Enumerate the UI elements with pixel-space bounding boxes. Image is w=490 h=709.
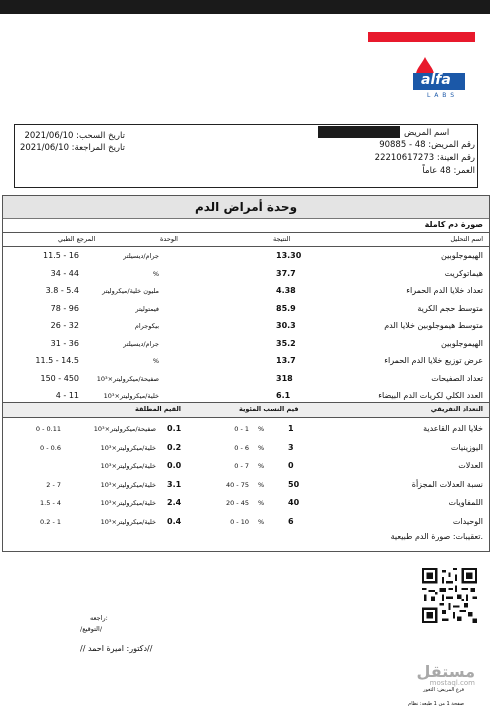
abs-value: 2.4 bbox=[167, 498, 182, 507]
pct-symbol: % bbox=[258, 443, 265, 452]
diff-header-row bbox=[3, 402, 489, 418]
page-info: صفحة 1 من 1 طبعه: نظام bbox=[408, 701, 464, 707]
redacted-patient-name bbox=[318, 126, 400, 138]
reference-range: 4 - 11 bbox=[55, 391, 79, 400]
abs-unit: 10³×خلية/ميكروليتر bbox=[100, 462, 156, 470]
pct-range: 20 - 45 bbox=[225, 499, 249, 507]
result-value: 30.3 bbox=[276, 321, 296, 330]
abs-range: 0 - 0.6 bbox=[40, 443, 61, 452]
abs-unit: 10³×خلية/ميكروليتر bbox=[100, 517, 156, 526]
diff-test-name: نسبة العدلات المجزأة bbox=[411, 479, 483, 489]
test-name: تعداد خلايا الدم الحمراء bbox=[406, 286, 483, 295]
test-name: الهيموجلوبين bbox=[441, 251, 483, 260]
result-value: 4.38 bbox=[276, 286, 296, 295]
pct-value: 50 bbox=[288, 479, 300, 489]
test-name: هيماتوكريت bbox=[444, 268, 483, 278]
top-bar bbox=[0, 0, 490, 14]
doctor-name: // دكتور: اميرة احمد// bbox=[80, 644, 153, 653]
diff-header-test: التعداد التفريقي bbox=[430, 405, 483, 413]
watermark-arabic: مستقل bbox=[416, 662, 475, 681]
pct-range: 0 - 10 bbox=[230, 517, 249, 526]
diff-row bbox=[3, 439, 489, 457]
abs-range: 0.2 - 1 bbox=[40, 517, 61, 526]
reviewed-label: راجعه: bbox=[90, 614, 108, 622]
abs-value: 0.4 bbox=[167, 516, 182, 526]
abs-range: 0 - 0.11 bbox=[35, 425, 61, 433]
logo-subtext: L A B S bbox=[427, 92, 456, 99]
reference-range: 150 - 450 bbox=[40, 373, 79, 383]
unit: بيكوجرام bbox=[134, 322, 159, 330]
pct-symbol: % bbox=[258, 517, 265, 526]
reference-range: 11.5 - 16 bbox=[43, 251, 79, 260]
result-value: 85.9 bbox=[276, 303, 296, 313]
pct-value: 1 bbox=[288, 424, 294, 433]
diff-test-name: العدلات bbox=[458, 461, 483, 470]
patient-branch: فرع المريض: الثغور bbox=[423, 687, 464, 693]
reference-range: 78 - 96 bbox=[50, 303, 79, 313]
patient-name-label: اسم المريض bbox=[404, 128, 450, 138]
pct-symbol: % bbox=[258, 425, 265, 433]
cbc-row bbox=[3, 248, 489, 265]
abs-unit: 10³×صفيحة/ميكروليتر bbox=[93, 425, 156, 433]
diff-row bbox=[3, 513, 489, 531]
abs-unit: 10³×خلية/ميكروليتر bbox=[100, 443, 156, 452]
test-name: متوسط حجم الكرية bbox=[417, 303, 483, 313]
test-name: العدد الكلي لكريات الدم البيضاء bbox=[378, 391, 483, 400]
header-unit: الوحدة bbox=[160, 235, 178, 243]
cbc-row bbox=[3, 353, 489, 370]
reference-range: 3.8 - 5.4 bbox=[45, 286, 79, 295]
test-name: الهيموجلوبين bbox=[441, 338, 483, 348]
pct-range: 0 - 1 bbox=[234, 425, 249, 433]
pct-value: 40 bbox=[288, 498, 300, 507]
pct-range: 40 - 75 bbox=[225, 480, 249, 489]
result-value: 35.2 bbox=[276, 338, 296, 348]
unit: % bbox=[152, 357, 159, 365]
pct-symbol: % bbox=[258, 462, 265, 470]
result-value: 13.7 bbox=[276, 356, 296, 365]
cbc-row bbox=[3, 301, 489, 318]
unit: 10³×خلية/ميكروليتر bbox=[103, 392, 159, 400]
result-value: 13.30 bbox=[276, 251, 302, 260]
reference-range: 31 - 36 bbox=[50, 338, 79, 348]
result-value: 318 bbox=[276, 373, 293, 383]
unit: % bbox=[152, 269, 159, 278]
abs-unit: 10³×خلية/ميكروليتر bbox=[100, 499, 156, 507]
cbc-row bbox=[3, 371, 489, 388]
cbc-header-row bbox=[3, 232, 489, 247]
logo-text: alfa bbox=[421, 72, 451, 88]
abs-value: 3.1 bbox=[167, 479, 182, 489]
pct-value: 0 bbox=[288, 461, 294, 470]
header-range: المرجع الطبي bbox=[58, 235, 96, 243]
diff-test-name: خلايا الدم القاعدية bbox=[423, 424, 483, 433]
cbc-row bbox=[3, 336, 489, 353]
review-date: تاريخ المراجعة: 2021/06/10 bbox=[19, 143, 125, 153]
reference-range: 34 - 44 bbox=[50, 268, 79, 278]
abs-unit: 10³×خلية/ميكروليتر bbox=[100, 480, 156, 489]
cbc-row bbox=[3, 283, 489, 300]
cbc-row bbox=[3, 266, 489, 283]
signature-label: /التوقيع/ bbox=[80, 625, 103, 633]
diff-header-absolute: القيم المطلقة bbox=[135, 405, 181, 413]
watermark-latin: mostaql.com bbox=[429, 679, 475, 687]
patient-age: العمر: 48 عاماً bbox=[422, 166, 475, 176]
abs-range: 1.5 - 4 bbox=[40, 499, 61, 507]
diff-row bbox=[3, 494, 489, 512]
alfa-labs-logo bbox=[413, 55, 465, 103]
brand-stripe bbox=[368, 32, 475, 42]
diff-row bbox=[3, 420, 489, 438]
diff-row bbox=[3, 476, 489, 494]
header-result: النتيجة bbox=[273, 235, 291, 243]
test-name: عرض توزيع خلايا الدم الحمراء bbox=[384, 356, 483, 365]
patient-id: رقم المريض: 48 - 90885 bbox=[379, 140, 475, 150]
results-panel bbox=[2, 195, 490, 552]
abs-value: 0.1 bbox=[167, 424, 182, 433]
result-value: 6.1 bbox=[276, 391, 291, 400]
sample-number: رقم العينة: 22210617273 bbox=[374, 153, 475, 163]
pct-value: 3 bbox=[288, 442, 294, 452]
abs-range: 2 - 7 bbox=[46, 480, 61, 489]
diff-test-name: اليوزينيات bbox=[450, 442, 483, 452]
unit: جرام/ديسيلتر bbox=[123, 252, 159, 260]
test-name: تعداد الصفيحات bbox=[431, 373, 483, 383]
reference-range: 11.5 - 14.5 bbox=[35, 356, 79, 365]
diff-test-name: اللمفاويات bbox=[448, 498, 483, 507]
pct-value: 6 bbox=[288, 516, 294, 526]
diff-header-percent: قيم النسب المئوية bbox=[239, 405, 299, 413]
qr-code bbox=[422, 568, 477, 623]
pct-symbol: % bbox=[258, 499, 265, 507]
draw-date: تاريخ السحب: 2021/06/10 bbox=[24, 131, 125, 141]
pct-symbol: % bbox=[258, 480, 265, 489]
comment-text: تعقيبات: صورة الدم طبيعية. bbox=[390, 532, 483, 541]
section-title: صورة دم كاملة bbox=[424, 220, 483, 229]
abs-value: 0.2 bbox=[167, 442, 182, 452]
diff-test-name: الوحيدات bbox=[452, 516, 483, 526]
pct-range: 0 - 7 bbox=[234, 462, 249, 470]
header-test: اسم التحليل bbox=[450, 235, 483, 243]
pct-range: 0 - 6 bbox=[234, 443, 249, 452]
abs-value: 0.0 bbox=[167, 461, 182, 470]
unit: 10³×صفيحة/ميكروليتر bbox=[96, 374, 159, 383]
cbc-row bbox=[3, 318, 489, 335]
unit: جرام/ديسيلتر bbox=[123, 339, 159, 348]
result-value: 37.7 bbox=[276, 268, 296, 278]
diff-row bbox=[3, 457, 489, 475]
test-name: متوسط هيموجلوبين خلايا الدم bbox=[384, 321, 483, 330]
unit-title: وحدة أمراض الدم bbox=[3, 196, 489, 219]
unit: مليون خلية/ميكروليتر bbox=[102, 287, 159, 295]
unit: فيمتوليتر bbox=[135, 304, 159, 313]
reference-range: 26 - 32 bbox=[50, 321, 79, 330]
